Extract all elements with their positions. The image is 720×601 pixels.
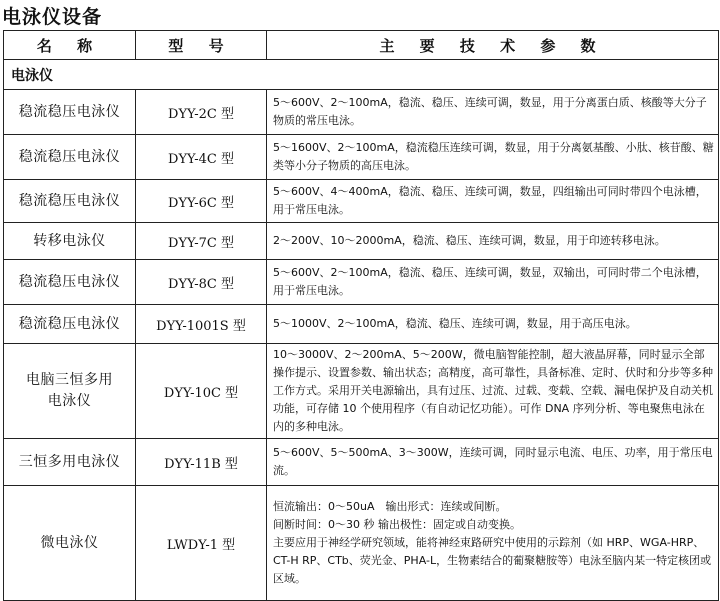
spec-line: 2～200V、10～2000mA，稳流、稳压、连续可调，数显，用于印迹转移电泳。 bbox=[273, 234, 666, 247]
table-row bbox=[4, 180, 719, 223]
product-name: 稳流稳压电泳仪 bbox=[4, 180, 136, 223]
product-spec bbox=[267, 180, 719, 223]
header-name: 名 称 bbox=[4, 31, 136, 60]
product-spec bbox=[267, 439, 719, 486]
section-row bbox=[4, 60, 719, 90]
product-model: DYY-1001S 型 bbox=[136, 305, 267, 344]
product-spec bbox=[267, 486, 719, 601]
product-name: 稳流稳压电泳仪 bbox=[4, 260, 136, 305]
table-row bbox=[4, 486, 719, 601]
table-row bbox=[4, 223, 719, 260]
spec-line: 5～600V、2～100mA，稳流、稳压、连续可调，数显，双输出，可同时带二个电泳槽，用于常压电泳。 bbox=[273, 266, 707, 297]
product-model: DYY-7C 型 bbox=[136, 223, 267, 260]
product-model: DYY-4C 型 bbox=[136, 135, 267, 180]
header-params: 主 要 技 术 参 数 bbox=[267, 31, 719, 60]
spec-line: 5～600V、2～100mA，稳流、稳压、连续可调，数显，用于分离蛋白质、核酸等大分子物质的常压电泳。 bbox=[273, 96, 707, 127]
spec-line: 主要应用于神经学研究领域，能将神经束路研究中使用的示踪剂（如 HRP、WGA-HRP、CT-H RP、CTb、荧光金、PHA-L，生物素结合的葡聚糖胺等）电泳至脑内某一特定核团或区域。 bbox=[273, 536, 712, 585]
table-row bbox=[4, 439, 719, 486]
product-model: DYY-10C 型 bbox=[136, 344, 267, 439]
table-row bbox=[4, 135, 719, 180]
product-model: LWDY-1 型 bbox=[136, 486, 267, 601]
spec-line: 间断时间：0～30 秒 输出极性：固定或自动变换。 bbox=[273, 518, 521, 531]
product-model: DYY-8C 型 bbox=[136, 260, 267, 305]
product-name: 三恒多用电泳仪 bbox=[4, 439, 136, 486]
spec-line: 10～3000V、2～200mA、5～200W，微电脑智能控制，超大液晶屏幕，同时显示全部操作提示、设置参数、输出状态；高精度，高可靠性，具备标准、定时、伏时和分步等多种工作方式。采用开关电源输出，具有过压、过流、过载、变载、空载、漏电保护及自动关机功能，可存储 10 个使用程序（有自动记忆功能）。可作 DNA 序列分析、等电聚焦电泳在内的多种电泳。 bbox=[273, 348, 713, 433]
product-spec bbox=[267, 223, 719, 260]
product-spec bbox=[267, 135, 719, 180]
header-model: 型 号 bbox=[136, 31, 267, 60]
product-name: 稳流稳压电泳仪 bbox=[4, 90, 136, 135]
product-spec bbox=[267, 305, 719, 344]
product-spec bbox=[267, 260, 719, 305]
spec-line: 5～1000V、2～100mA，稳流、稳压、连续可调，数显，用于高压电泳。 bbox=[273, 317, 637, 330]
product-model: DYY-6C 型 bbox=[136, 180, 267, 223]
spec-line: 恒流输出：0～50uA 输出形式：连续或间断。 bbox=[273, 500, 507, 513]
product-name: 稳流稳压电泳仪 bbox=[4, 135, 136, 180]
table-row bbox=[4, 344, 719, 439]
product-name: 稳流稳压电泳仪 bbox=[4, 305, 136, 344]
table-row bbox=[4, 90, 719, 135]
product-name: 微电泳仪 bbox=[4, 486, 136, 601]
table-header-row bbox=[4, 31, 719, 60]
product-spec bbox=[267, 90, 719, 135]
page-title: 电泳仪设备 bbox=[2, 6, 103, 28]
spec-line: 5～600V、4～400mA，稳流、稳压、连续可调，数显，四组输出可同时带四个电泳槽，用于常压电泳。 bbox=[273, 185, 707, 216]
product-name: 转移电泳仪 bbox=[4, 223, 136, 260]
spec-line: 5～600V、5～500mA、3～300W，连续可调，同时显示电流、电压、功率，用于常压电流。 bbox=[273, 446, 713, 477]
product-name: 电脑三恒多用电泳仪 bbox=[4, 344, 136, 439]
product-model: DYY-11B 型 bbox=[136, 439, 267, 486]
product-model: DYY-2C 型 bbox=[136, 90, 267, 135]
table-row bbox=[4, 305, 719, 344]
section-title: 电泳仪 bbox=[4, 60, 719, 90]
product-spec bbox=[267, 344, 719, 439]
spec-line: 5～1600V、2～100mA，稳流稳压连续可调，数显，用于分离氨基酸、小肽、核苷酸、糖类等小分子物质的高压电泳。 bbox=[273, 141, 714, 172]
table-row bbox=[4, 260, 719, 305]
equipment-table bbox=[3, 30, 719, 601]
